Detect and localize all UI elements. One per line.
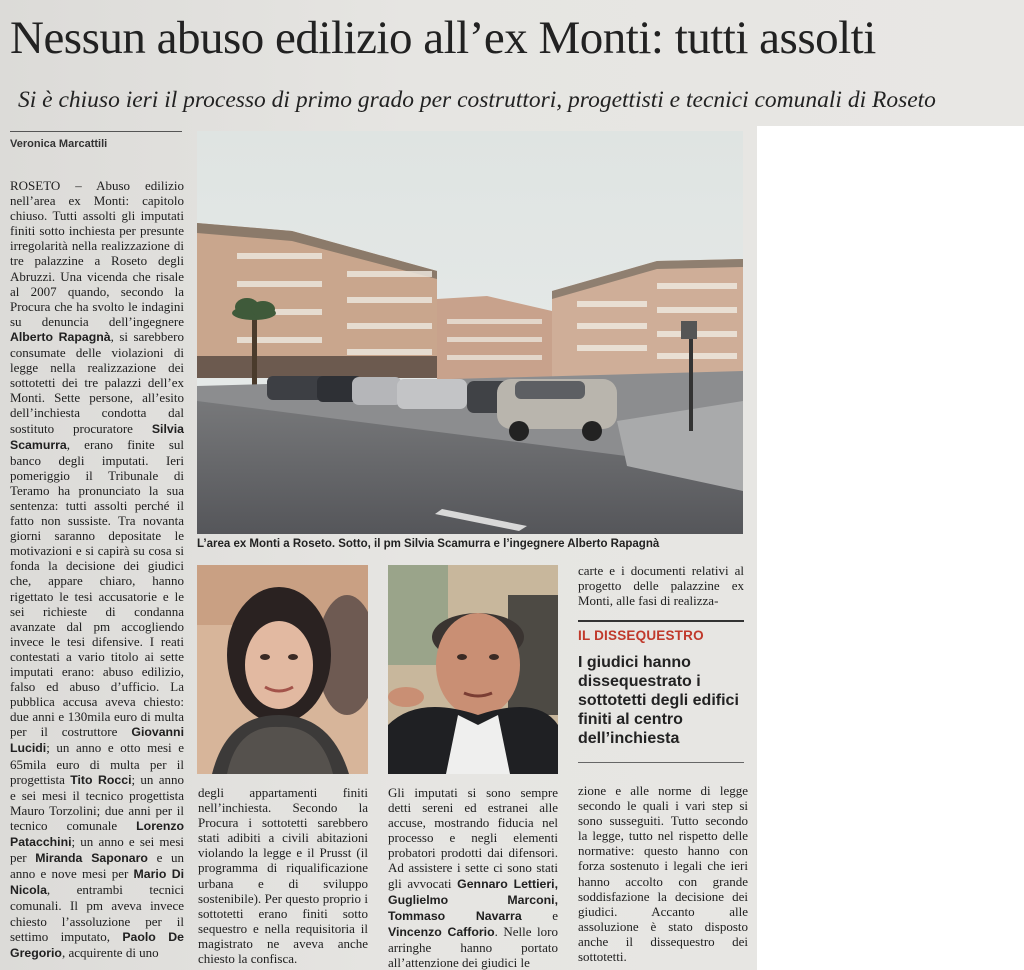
article-column-4-top [578,563,744,608]
person-name: Paolo De Gregorio [10,929,184,960]
article-column-3 [388,785,558,970]
article-column-4 [578,783,748,964]
person-name: Gennaro Lettieri, Guglielmo Marconi, Tommaso Navarra [388,876,558,923]
person-name: Silvia Scamurra [10,421,184,452]
subheadline: Si è chiuso ieri il processo di primo grado per costruttori, progettisti e tecnici comunali di Roseto [18,87,936,113]
box-text: I giudici hanno dissequestrato i sottotetti degli edifici finiti al centro dell’inchiesta [578,654,739,747]
text-run: , entrambi tecnici comunali. Il pm aveva invece chiesto l’assoluzione per il settimo imputato, [10,882,184,944]
person-name: Miranda Saponaro [35,851,148,866]
text-run: ROSETO – Abuso edilizio nell’area ex Monti: capitolo chiuso. Tutti assolti gli imputati finiti sotto inchiesta per presunte irregolarità nella realizzazione di tre palazzine a Roseto degli Abruzzi. Una vicenda che risale al 2007 quando, secondo la Procura che ha svolto le indagini su denuncia dell’ingegnere [10,178,184,329]
text-run: , erano finite sul banco degli imputati. Ieri pomeriggio il Tribunale di Teramo ha pronunciato la sua sentenza: tutti assolti perché il fatto non sussiste. Tra novanta giorni saranno depositate le motivazioni e si capirà su cosa si fonda la decisione dei giudici che, appare chiaro, hanno rigettato le tesi accusatorie e le sei richieste di condanna avanzate dal pm accogliendo invece le tesi difensive. I reati contestati a vario titolo ai sette imputati erano: abuso edilizio, falso ed abuso d’ufficio. La pubblica accusa aveva chiesto: due anni e 130mila euro di multa per il costruttore [10,436,184,740]
person-name: Mario Di Nicola [10,867,185,898]
text-run: ; un anno e sei mesi per [10,834,184,866]
photo-ex-monti-area [197,131,743,534]
person-name: Tito Rocci [70,772,132,787]
person-name: Alberto Rapagnà [10,329,111,344]
text-run: zione e alle norme di legge secondo le quali i vari step si sono susseguiti. Tutto secondo la legge, tutto nel rispetto delle normative: questo hanno con forza sostenuto i legali che ieri hanno accolto con grande soddisfazione la decisione dei giudici. Accanto alle assoluzione è stato disposto anche il dissequestro dei sottotetti. [578,783,748,965]
photo-alberto-rapagna [388,565,558,774]
person-name: Lorenzo Patacchini [10,818,184,850]
text-run: e [521,907,558,923]
person-name: Giovanni Lucidi [10,725,184,756]
text-run: e un anno e nove mesi per [10,850,184,882]
text-run: , si sarebbero consumate delle violazioni di legge nella realizzazione dei sottotetti dei tre palazzi dell’ex Monti. Sette persone, all’esito dell’inchiesta condotta dal sostituto procuratore [10,328,184,436]
text-run: ; un anno e otto mesi e 65mila euro di multa per il progettista [10,740,184,787]
byline: Veronica Marcattili [10,131,182,150]
text-run: degli appartamenti finiti nell’inchiesta. Secondo la Procura i sottotetti sarebbero stati adibiti a civili abitazioni violando la legge e il Prusst (il programma di riqualificazione urbana e di sviluppo sostenibile). Per questo proprio i sottotetti erano finiti sotto sequestro e nella requisitoria il magistrato ne aveva anche chiesto la confisca. [198,785,368,967]
photo-caption: L’area ex Monti a Roseto. Sotto, il pm Silvia Scamurra e l’ingegnere Alberto Rapagnà [197,538,660,550]
headline: Nessun abuso edilizio all’ex Monti: tutti assolti [10,12,876,64]
text-run: ; un anno e sei mesi il tecnico progettista Mauro Torzolini; due anni per il tecnico comunale [10,771,184,833]
photo-silvia-scamurra [197,565,368,774]
article-column-2 [198,785,368,966]
person-name: Vincenzo Cafforio [388,924,495,939]
blank-area [757,126,1024,970]
sidebar-box [578,620,744,763]
text-run: Gli imputati si sono sempre detti sereni ed estranei alle accuse, mostrando fiducia nel processo e negli elementi probatori prodotti dai difensori. Ad assistere i sette ci sono stati gli avvocati [388,785,558,891]
article-column-1 [10,178,184,961]
text-run: , acquirente di uno [61,944,159,960]
box-label: IL DISSEQUESTRO [578,628,704,643]
text-run: carte e i documenti relativi al progetto delle palazzine ex Monti, alle fasi di realizza- [578,563,744,609]
text-run: . Nelle loro arringhe hanno portato all’attenzione dei giudici le [388,923,558,970]
